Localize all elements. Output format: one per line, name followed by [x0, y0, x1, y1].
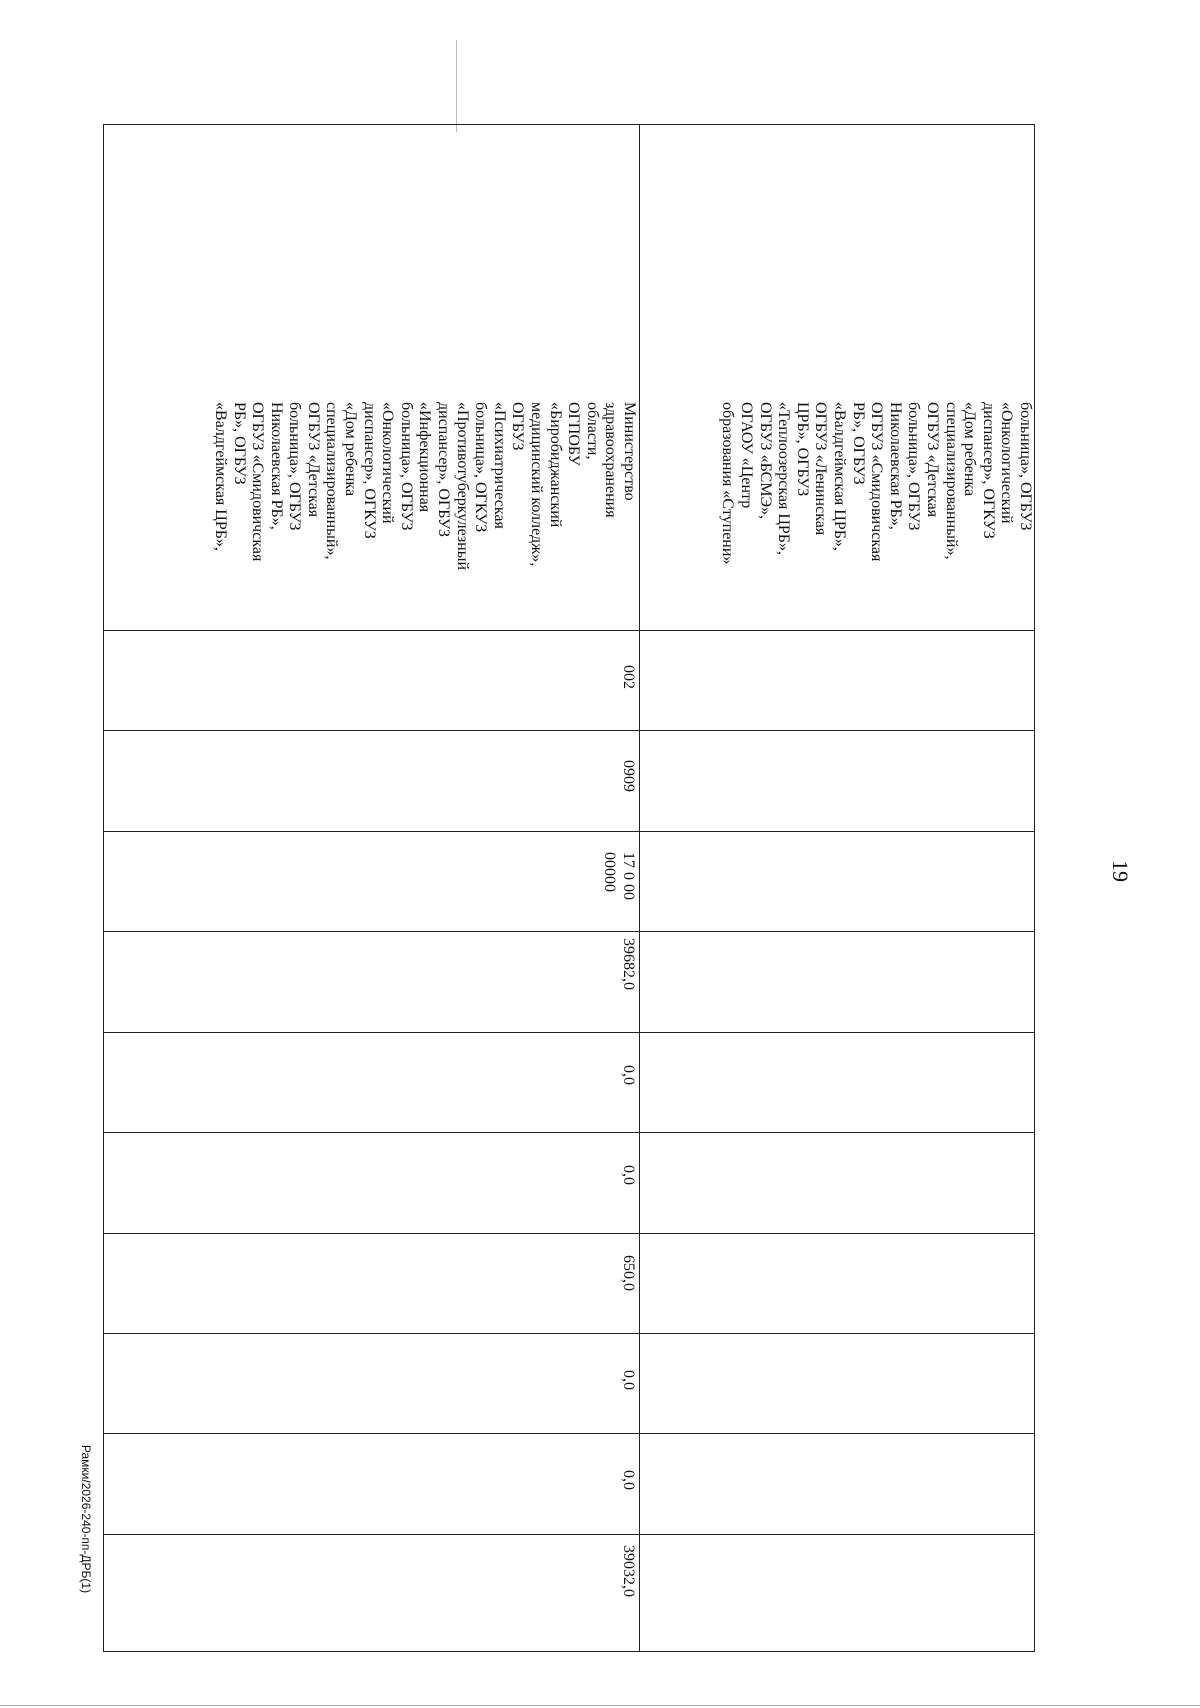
- value-text: 39032,0: [620, 1545, 637, 1597]
- page-number: 19: [1108, 860, 1133, 882]
- column-divider: [639, 125, 640, 1651]
- budget-table: [103, 124, 1035, 1652]
- row-divider: [104, 1534, 1034, 1535]
- row-divider: [104, 831, 1034, 832]
- value-text: 002: [620, 665, 637, 689]
- row-divider: [104, 1032, 1034, 1033]
- description-text: Министерство здравоохранения области, ОГПОБУ «Биробиджанский медицинский колледж», ОГБУЗ «Психиатрическая больница», ОГКУЗ «Противотуберкулезный диспансер», ОГБУЗ «Инфекционная больница», ОГБУЗ «Онкологический диспансер», ОГКУЗ «Дом ребенка специализированный», ОГБУЗ «Детская больница», ОГБУЗ Николаевская РБ», ОГБУЗ «Смидовичская РБ», ОГБУЗ «Валдгеймская ЦРБ»,: [211, 402, 638, 571]
- row-divider: [104, 730, 1034, 731]
- value-text: 0,0: [620, 1470, 637, 1490]
- row-divider: [104, 1333, 1034, 1334]
- value-text: 17 0 00 00000: [601, 852, 637, 900]
- row-divider: [104, 1132, 1034, 1133]
- row-divider: [104, 931, 1034, 932]
- document-code-text: Рамки/2026-240-пп-ДРБ(1): [79, 1444, 93, 1594]
- value-text: 39682,0: [620, 938, 637, 990]
- value-text: 0,0: [620, 1370, 637, 1390]
- row-divider: [104, 1433, 1034, 1434]
- scan-mark: [456, 40, 457, 132]
- value-text: 0,0: [620, 1165, 637, 1185]
- value-text: 650,0: [620, 1255, 637, 1291]
- value-text: 0909: [620, 760, 637, 792]
- continuation-text: больница», ОГБУЗ «Онкологический диспансер», ОГКУЗ «Дом ребенка специализированный», ОГБУЗ «Детская больница», ОГБУЗ Николаевская РБ», ОГБУЗ «Смидовичская РБ», ОГБУЗ «Валдгеймская ЦРБ», ОГБУЗ «Ленинская ЦРБ», ОГБУЗ «Теплоозерская ЦРБ», ОГБУЗ «БСМЭ», ОГАОУ «Центр образования «Ступени»: [719, 402, 1034, 565]
- row-divider: [104, 630, 1034, 631]
- row-divider: [104, 1233, 1034, 1234]
- scan-edge: [0, 1705, 1200, 1706]
- value-text: 0,0: [620, 1065, 637, 1085]
